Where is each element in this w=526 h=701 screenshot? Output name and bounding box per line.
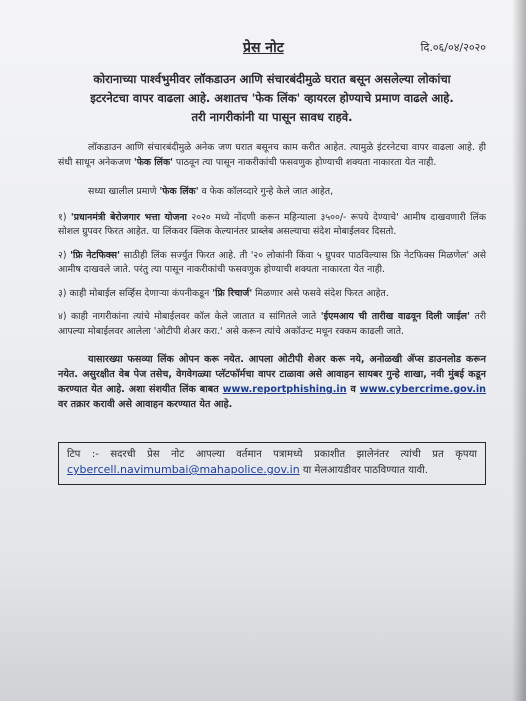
note-box: [58, 442, 486, 485]
item-text: साठीही लिंक सर्ज्युत फिरत आहे. ती '२० लोकांनी किंवा ५ ग्रुपवर पाठविल्यास फ्रि नेटफिक्स मिळणेल' असे आमीष दाखवले जाते. परंतु त्या पासून नाकरीकांची फसवणुक होण्याची शक्यता नाकारता येत नाही.: [58, 249, 486, 275]
item-number: २): [58, 249, 71, 261]
item-bold: 'ईएमआय ची तारीख वाढवून दिली जाईल': [320, 311, 470, 322]
closing-text: यासारख्या फसव्या लिंक ओपन करू नयेत. आपला ओटीपी शेअर करू नये, अनोळखी ॲप्स डाउनलोड करून नयेत. असुरक्षीत वेब पेज तसेच, वेगवेगळ्या प्लॅटफॉर्मचा वापर टाळावा असे आवाहन सायबर गुन्हे शाखा, नवी मुंबई कडून करण्यात येत आहे. अशा संशयीत लिंक बाबत: [58, 354, 486, 395]
list-item-4: [58, 310, 486, 339]
item-bold: 'फ्रि नेटफिक्स': [70, 249, 120, 261]
email-link[interactable]: cybercell.navimumbai@mahapolice.gov.in: [67, 463, 300, 476]
report-phishing-link[interactable]: www.reportphishing.in: [222, 384, 347, 395]
item-number: ३): [58, 287, 70, 299]
list-item-2: [58, 249, 486, 278]
closing-after: वर तक्रार करावी असे आवाहन करण्यात येत आहे.: [58, 399, 233, 410]
closing-paragraph: [58, 352, 486, 412]
item-text: २०२० मध्ये नोंदणी करून महिन्याला ३५००/- रूपये देण्याचे' आमीष दाखवणारी लिंक सोशल ग्रुपवर फिरत आहेत. या लिंकवर क्लिक केल्यानंतर प्राब्लेब असल्याचा संदेश मोबाईलवर दिसतो.: [58, 211, 486, 237]
paragraph-intro: [58, 141, 486, 170]
item-number: ४): [58, 311, 72, 322]
list-item-3: [58, 287, 486, 302]
closing-joiner: व: [346, 384, 360, 395]
page-title: प्रेस नोट: [243, 40, 284, 56]
item-bold: 'फ्रि रिचार्ज': [212, 287, 253, 299]
lead-line-2: इटरनेटचा वापर वाढला आहे. अशातच 'फेक लिंक' व्हायरल होण्याचे प्रमाण वाढले आहे.: [90, 91, 454, 105]
paragraph-list-intro: [58, 185, 486, 200]
lead-line-1: कोरानाच्या पार्श्वभुमीवर लॉकडाउन आणि संचारबंदीमुळे घरात बसून असलेल्या लोकांचा: [93, 72, 451, 86]
date-label: दि.०६/०४/२०२०: [420, 41, 486, 54]
item-number: १): [58, 211, 71, 223]
item-text-after: मिळणार असे फसवे संदेश फिरत आहेत.: [252, 287, 389, 299]
item-text: काही मोबाईल सर्व्हिस देणाऱ्या कंपनीकडून: [69, 287, 213, 299]
intro-text: लॉकडाउन आणि संचारबंदीमुळे अनेक जण घरात बसूनच काम करीत आहेत. त्यामुळे इंटरनेटचा वापर वाढला आहे. ही संधी साधून अनेकजण: [58, 142, 486, 168]
lead-statement: [58, 70, 486, 127]
note-text: टिप :- सदरची प्रेस नोट आपल्या वर्तमान पत्रामध्ये प्रकाशीत झालेनंतर त्यांची प्रत कृपया: [67, 449, 477, 460]
note-text-after: या मेलआयडीवर पाठविण्यात यावी.: [299, 465, 428, 476]
intro-bold: 'फेक लिंक': [133, 156, 173, 168]
item-bold: 'प्रधानमंत्री बेरोजगार भत्ता योजना: [70, 211, 187, 223]
item-text-after: तरी आपल्या मोबाईलवर आलेला 'ओटीपी शेअर करा.' असे करून त्यांचे अकॉउन्ट मधून रक्कम काढली जाते.: [58, 311, 486, 337]
lead-line-3: तरी नागरीकांनी या पासून सावध राहवे.: [191, 110, 353, 124]
list-intro-text: सध्या खालील प्रमाणे: [88, 186, 160, 197]
intro-text-after: पाठवून त्या पासून नाकरीकांची फसवणुक होण्याची शक्यता नाकारता येत नाही.: [172, 156, 437, 168]
list-intro-bold: 'फेक लिंक': [159, 186, 199, 197]
item-text: काही नागरीकांना त्यांचे मोबाईलवर कॉल केले जातात व सांगितले जाते: [71, 311, 321, 322]
list-intro-after: व फेक कॉलव्दारे गुन्हे केले जात आहेत,: [198, 186, 334, 197]
list-item-1: [58, 211, 486, 240]
header: [58, 38, 486, 62]
cybercrime-link[interactable]: www.cybercrime.gov.in: [359, 384, 486, 395]
